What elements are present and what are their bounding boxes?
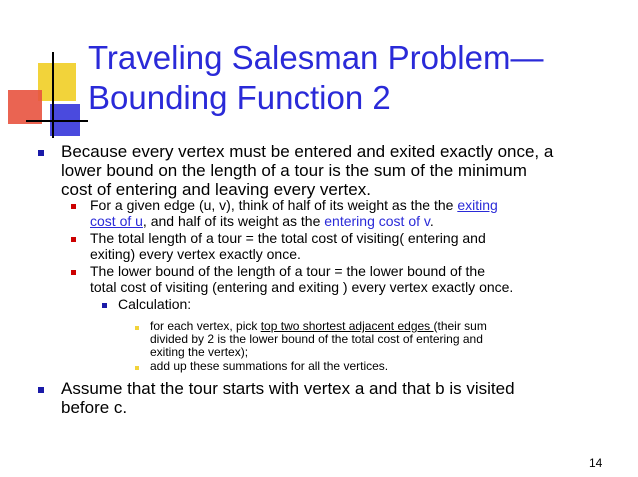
calc-2-line-1: add up these summations for all the vertices.	[150, 359, 389, 373]
bullet-1-line-2: lower bound on the length of a tour is the sum of the minimum	[61, 161, 527, 180]
bullet-1-line-3: cost of entering and leaving every vertex.	[61, 180, 371, 199]
bullet-square-icon	[71, 237, 76, 242]
calc-1-text-2: (their sum	[433, 319, 487, 333]
calc-1-line-2: divided by 2 is the lower bound of the total cost of entering and	[150, 332, 483, 346]
bullet-square-icon	[38, 387, 44, 393]
bullet-square-icon	[135, 326, 139, 330]
bullet-1-1-line-1	[90, 197, 498, 213]
exiting-link[interactable]: exiting	[457, 197, 498, 213]
bullet-1-1-text: For a given edge (u, v), think of half of its weight as the the	[90, 197, 458, 213]
bullet-1-1-text-3: .	[429, 213, 434, 229]
bullet-1-3-line-1: The lower bound of the length of a tour = the lower bound of the	[90, 263, 485, 279]
bullet-2-line-1: Assume that the tour starts with vertex a and that b is visited	[61, 379, 515, 398]
bullet-1-1-text-2: , and half of its weight as the	[142, 213, 325, 229]
calculation-label: Calculation:	[118, 296, 192, 312]
calc-1-text: for each vertex, pick	[150, 319, 261, 333]
title-line-1: Traveling Salesman Problem—	[88, 39, 544, 76]
calc-1-line-3: exiting the vertex);	[150, 345, 249, 359]
bullet-square-icon	[71, 270, 76, 275]
bullet-1-line-1: Because every vertex must be entered and exited exactly once, a	[61, 142, 554, 161]
top-two-edges-text: top two shortest adjacent edges	[260, 319, 434, 333]
title-line-2: Bounding Function 2	[88, 79, 391, 116]
bullet-1-1-line-2	[90, 213, 434, 229]
bullet-square-icon	[135, 366, 139, 370]
page-number: 14	[589, 456, 603, 470]
bullet-2-line-2: before c.	[61, 398, 128, 417]
bullet-1-2-line-2: exiting) every vertex exactly once.	[90, 246, 301, 262]
bullet-1-3-line-2: total cost of visiting (entering and exiting ) every vertex exactly once.	[90, 279, 514, 295]
bullet-square-icon	[38, 150, 44, 156]
bullet-1-2-line-1: The total length of a tour = the total cost of visiting( entering and	[90, 230, 486, 246]
bullet-square-icon	[71, 204, 76, 209]
entering-cost-text: entering cost of v	[324, 213, 430, 229]
bullet-square-icon	[102, 303, 107, 308]
cost-of-u-link[interactable]: cost of u	[90, 213, 143, 229]
